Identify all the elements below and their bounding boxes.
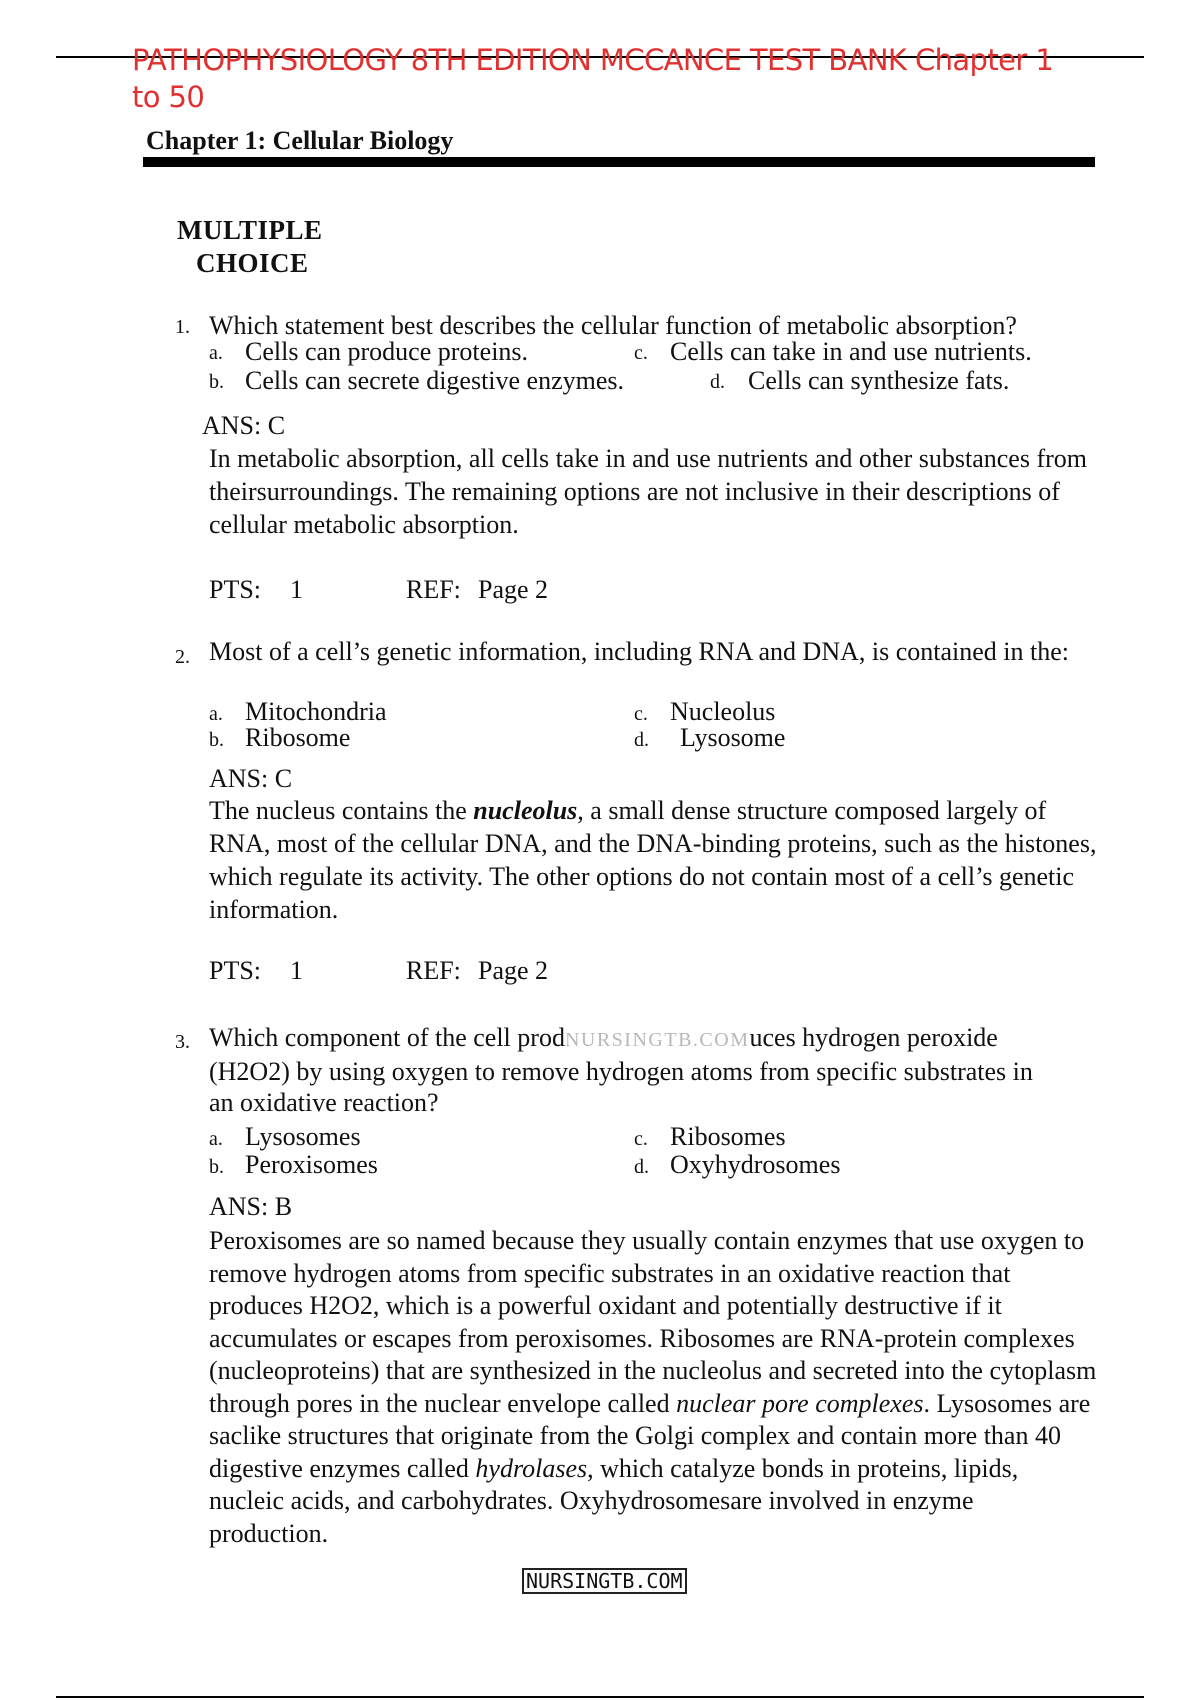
question-1-option-d: Cells can synthesize fats. xyxy=(748,366,1010,395)
question-2-pts-label: PTS: xyxy=(209,956,262,985)
question-2-option-d: Lysosome xyxy=(680,723,786,752)
question-3-option-d: Oxyhydrosomes xyxy=(670,1150,841,1179)
bottom-rule xyxy=(56,1696,1144,1698)
inline-watermark: NURSINGTB.COM xyxy=(564,1029,750,1051)
question-1-option-b: Cells can secrete digestive enzymes. xyxy=(245,366,625,395)
question-3-emphasis-term-2: hydrolases xyxy=(475,1453,588,1483)
question-2-option-b-letter: b. xyxy=(209,729,224,751)
question-2-explanation xyxy=(209,794,1109,926)
question-3-explanation xyxy=(209,1225,1099,1550)
question-1-option-a: Cells can produce proteins. xyxy=(245,337,529,366)
section-heading-line2: CHOICE xyxy=(196,248,309,278)
question-2-number: 2. xyxy=(175,646,190,668)
question-1-number: 1. xyxy=(175,316,190,338)
chapter-heading: Chapter 1: Cellular Biology xyxy=(146,126,454,155)
section-heading-line1: MULTIPLE xyxy=(177,215,323,245)
question-3-emphasis-term-1: nuclear pore complexes xyxy=(676,1388,924,1418)
question-2-option-a: Mitochondria xyxy=(245,697,387,726)
question-2-explanation-start: The nucleus contains the xyxy=(209,796,474,825)
question-3-option-a: Lysosomes xyxy=(245,1122,361,1151)
question-3-explanation-part3: , which catalyze bonds in proteins, lipids, nucleic acids, and carbohydrates. Oxyhydrosomesare involved in enzyme production. xyxy=(209,1453,1019,1548)
question-3-option-b-letter: b. xyxy=(209,1156,224,1178)
question-1-pts-value: 1 xyxy=(290,575,303,604)
question-2-answer: ANS: C xyxy=(209,764,293,793)
question-2-pts-value: 1 xyxy=(290,956,303,985)
question-1-answer: ANS: C xyxy=(202,411,286,440)
question-1-explanation: In metabolic absorption, all cells take in and use nutrients and other substances from theirsurroundings. The remaining options are not inclusive in their descriptions of cellular metabolic absorption. xyxy=(209,444,1087,539)
question-2-option-b: Ribosome xyxy=(245,723,351,752)
question-3-option-c: Ribosomes xyxy=(670,1122,786,1151)
question-3-explanation-part2: . Lysosomes are saclike structures that originate from the Golgi complex and contain more than 40 digestive enzymes called xyxy=(209,1388,1091,1483)
question-1-option-c: Cells can take in and use nutrients. xyxy=(670,337,1032,366)
question-2-explanation-end: , a small dense structure composed largely of RNA, most of the cellular DNA, and the DNA-binding proteins, such as the histones, which regulate its activity. The other options do not contain most of a cell’s genetic information. xyxy=(209,796,1097,924)
question-3-answer: ANS: B xyxy=(209,1192,293,1221)
question-3-text-start: Which component of the cell prod xyxy=(209,1023,565,1052)
question-3-option-a-letter: a. xyxy=(209,1128,223,1150)
question-3-option-b: Peroxisomes xyxy=(245,1150,378,1179)
question-1-ref-value: Page 2 xyxy=(478,575,549,604)
question-1-option-c-letter: c. xyxy=(634,342,648,364)
document-title: PATHOPHYSIOLOGY 8TH EDITION MCCANCE TEST BANK Chapter 1 to 50 xyxy=(132,43,1054,114)
question-2-option-c-letter: c. xyxy=(634,703,648,725)
question-2-ref-value: Page 2 xyxy=(478,956,549,985)
question-3-number: 3. xyxy=(175,1031,190,1053)
question-2-option-a-letter: a. xyxy=(209,703,223,725)
question-1-pts-label: PTS: xyxy=(209,575,262,604)
footer-watermark: NURSINGTB.COM xyxy=(522,1568,687,1594)
question-3-option-c-letter: c. xyxy=(634,1128,648,1150)
question-3-text xyxy=(209,1022,1039,1118)
question-3-option-d-letter: d. xyxy=(634,1156,649,1178)
chapter-rule xyxy=(143,157,1095,167)
question-1-text: Which statement best describes the cellular function of metabolic absorption? xyxy=(209,311,1017,340)
question-2-option-d-letter: d. xyxy=(634,729,649,751)
question-2-emphasis-term: nucleolus xyxy=(473,796,578,825)
question-1-option-d-letter: d. xyxy=(710,371,725,393)
question-2-option-c: Nucleolus xyxy=(670,697,776,726)
question-3-text-end: uces hydrogen peroxide (H2O2) by using oxygen to remove hydrogen atoms from specific substrates in an oxidative reaction? xyxy=(209,1023,1033,1117)
section-heading xyxy=(177,214,323,280)
question-1-option-b-letter: b. xyxy=(209,371,224,393)
question-1-ref-label: REF: xyxy=(406,575,461,604)
question-2-ref-label: REF: xyxy=(406,956,461,985)
question-1-option-a-letter: a. xyxy=(209,342,223,364)
question-3-explanation-part1: Peroxisomes are so named because they usually contain enzymes that use oxygen to remove hydrogen atoms from specific substrates in an oxidative reaction that produces H2O2, which is a powerful oxidant and potentially destructive if it accumulates or escapes from peroxisomes. Ribosomes are RNA-protein complexes (nucleoproteins) that are synthesized in the nucleolus and secreted into the cytoplasm through pores in the nuclear envelope called xyxy=(209,1226,1097,1418)
question-2-text: Most of a cell’s genetic information, including RNA and DNA, is contained in the: xyxy=(209,637,1070,666)
